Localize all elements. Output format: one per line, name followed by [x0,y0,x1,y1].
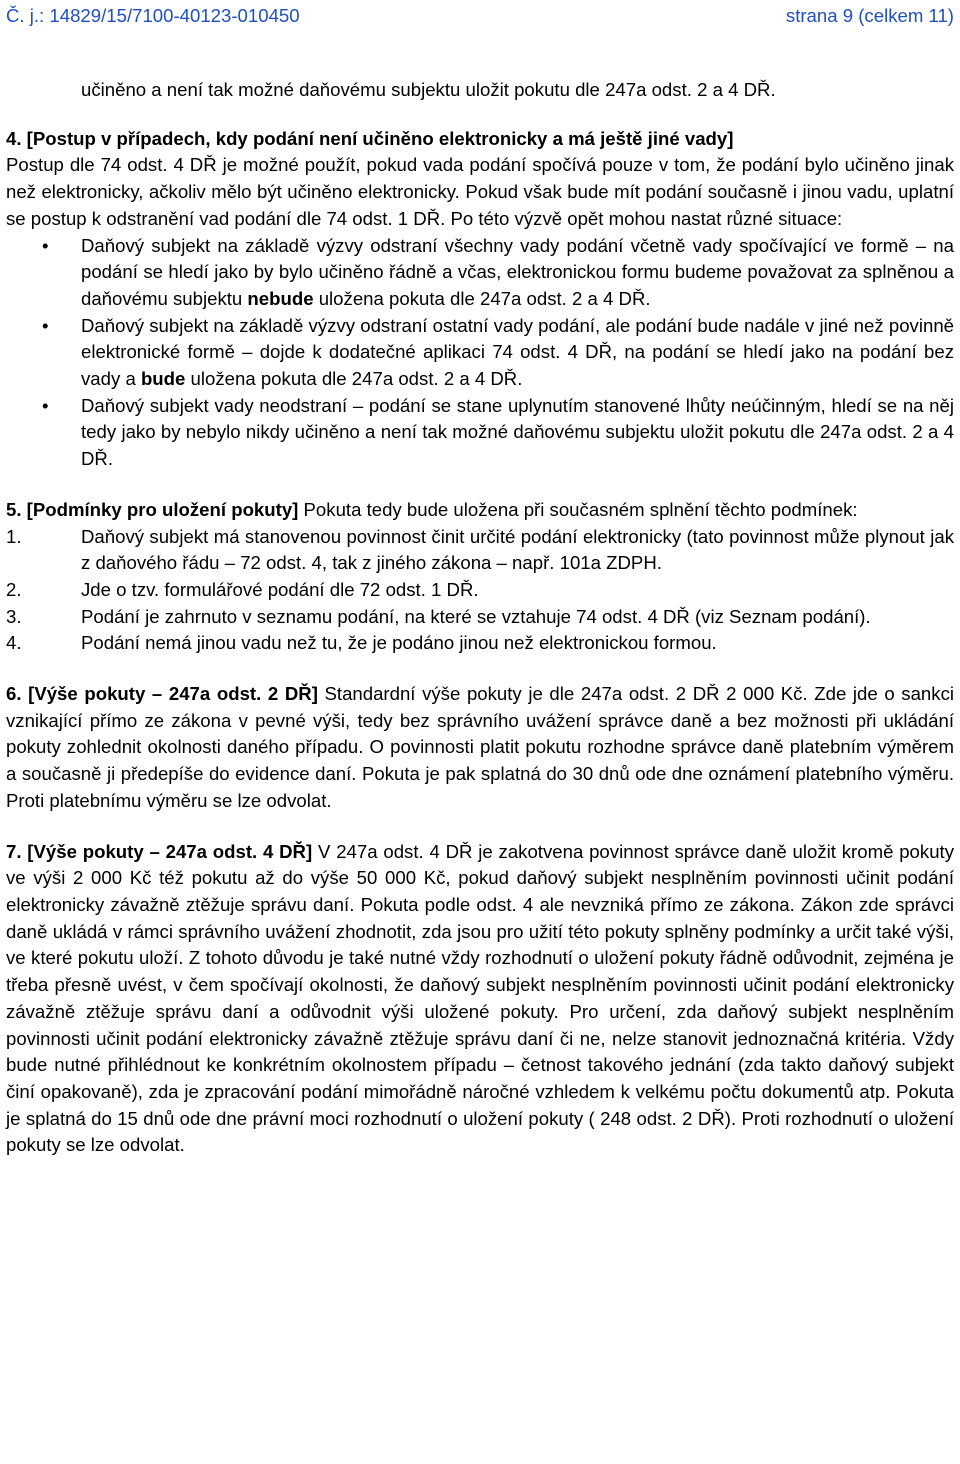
list-item: • Daňový subjekt na základě výzvy odstraní všechny vady podání včetně vady spočívající ve formě – na podání se hledí jako by bylo učiněno řádně a včas, elektronickou formu budeme považovat za splněnou a daňovému subjektu nebude uložena pokuta dle 247a odst. 2 a 4 DŘ. [42,234,954,309]
continued-paragraph: učiněno a není tak možné daňovému subjektu uložit pokutu dle 247a odst. 2 a 4 DŘ. [81,79,776,100]
page-counter: strana 9 (celkem 11) [785,5,954,26]
bullet-icon: • [42,314,49,336]
list-item: 4. Podání nemá jinou vadu než tu, že je podáno jinou než elektronickou formou. [6,632,717,654]
section-4 [6,126,954,473]
list-item: • Daňový subjekt vady neodstraní – podání se stane uplynutím stanovené lhůty neúčinným, hledí se na něj tedy jako by nebylo nikdy učiněno a není tak možné daňovému subjektu uložit pokutu dle 247a odst. 2 a 4 DŘ. [42,394,954,470]
section-7-heading: 7. [Výše pokuty – 247a odst. 4 DŘ] [6,840,313,862]
section-7 [6,839,954,1159]
section-6 [6,681,954,815]
section-6-heading: 6. [Výše pokuty – 247a odst. 2 DŘ] [6,683,318,705]
reference-number: Č. j.: 14829/15/7100-40123-010450 [6,5,300,26]
section-5-text: Pokuta tedy bude uložena při současném splnění těchto podmínek: [298,498,858,520]
list-item: 3. Podání je zahrnuto v seznamu podání, na které se vztahuje 74 odst. 4 DŘ (viz Seznam podání). [6,605,871,627]
list-item: 1. Daňový subjekt má stanovenou povinnost činit určité podání elektronicky (tato povinnost může plynout jak z daňového řádu – 72 odst. 4, tak z jiného zákona – např. 101a ZDPH. [6,525,954,574]
section-4-text-1: Postup dle 74 odst. 4 DŘ je možné použít, pokud vada podání spočívá pouze v tom, že podání bylo učiněno jinak než elektronicky, ačkoliv mělo být učiněno elektronicky. [6,154,954,203]
section-7-text: V 247a odst. 4 DŘ je zakotvena povinnost správce daně uložit kromě pokuty ve výši 2 000 Kč též pokutu až do výše 50 000 Kč, pokud daňový subjekt nesplněním povinnosti učinit podání elektronicky závažně ztěžuje správu daní. Pokuta podle odst. 4 ale nevzniká přímo ze zákona. Zákon zde správci daně ukládá v rámci správního uvážení zhodnotit, zda jsou pro užití této pokuty splněny podmínky a určit také výši, ve které pokutu uloží. Z tohoto důvodu je také nutné vždy rozhodnutí o uložení pokuty řádně odůvodnit, zejména je třeba přesně uvést, v čem spočívají okolnosti, že daňový subjekt nesplněním povinnosti učinit podání elektronicky závažně ztěžuje správu daní a odůvodnit výši uložené pokuty. Pro určení, zda daňový subjekt nesplněním povinnosti učinit podání elektronicky závažně ztěžuje správu daní či ne, nelze stanovit jednoznačná kritéria. Vždy bude nutné přihlédnout ke konkrétním okolnostem případu – četnost takového jednání (zda takto daňový subjekt činí opakovaně), zda je zpracování podání mimořádně náročné vzhledem k velkému počtu dokumentů atp. Pokuta je splatná do 15 dnů ode dne právní moci rozhodnutí o uložení pokuty ( 248 odst. 2 DŘ). Proti rozhodnutí o uložení pokuty se lze odvolat. [6,840,955,1156]
section-5-heading: 5. [Podmínky pro uložení pokuty] [6,498,299,520]
section-6-text: Standardní výše pokuty je dle 247a odst. 2 DŘ 2 000 Kč. Zde jde o sankci vznikající přímo ze zákona v pevné výši, tedy bez správního uvážení správce daně a bez možnosti při ukládání pokuty zohlednit okolnosti daného případu. O povinnosti platit pokutu rozhodne správce daně platebním výměrem a současně ji předepíše do evidence daní. Pokuta je pak splatná do 30 dnů ode dne oznámení platebního výměru. Proti platebnímu výměru se lze odvolat. [6,683,954,811]
list-item: 2. Jde o tzv. formulářové podání dle 72 odst. 1 DŘ. [6,578,479,600]
bullet-icon: • [42,234,49,256]
page-header [6,0,954,44]
bullet-icon: • [42,394,49,416]
section-4-bullet-list [6,233,954,473]
section-4-text-2: Pokud však bude mít podání současně i jinou vadu, uplatní se postup k odstranění vad podání dle 74 odst. 1 DŘ. Po této výzvě opět mohou nastat různé situace: [6,181,954,229]
section-5-numbered-list [6,524,954,658]
section-4-heading: 4. [Postup v případech, kdy podání není učiněno elektronicky a má ještě jiné vady] [6,127,734,149]
list-item: • Daňový subjekt na základě výzvy odstraní ostatní vady podání, ale podání bude nadále v jiné než povinně elektronické formě – dojde k dodatečné aplikaci 74 odst. 4 DŘ, na podání se hledí jako na podání bez vady a bude uložena pokuta dle 247a odst. 2 a 4 DŘ. [42,314,954,390]
section-5 [6,497,954,657]
